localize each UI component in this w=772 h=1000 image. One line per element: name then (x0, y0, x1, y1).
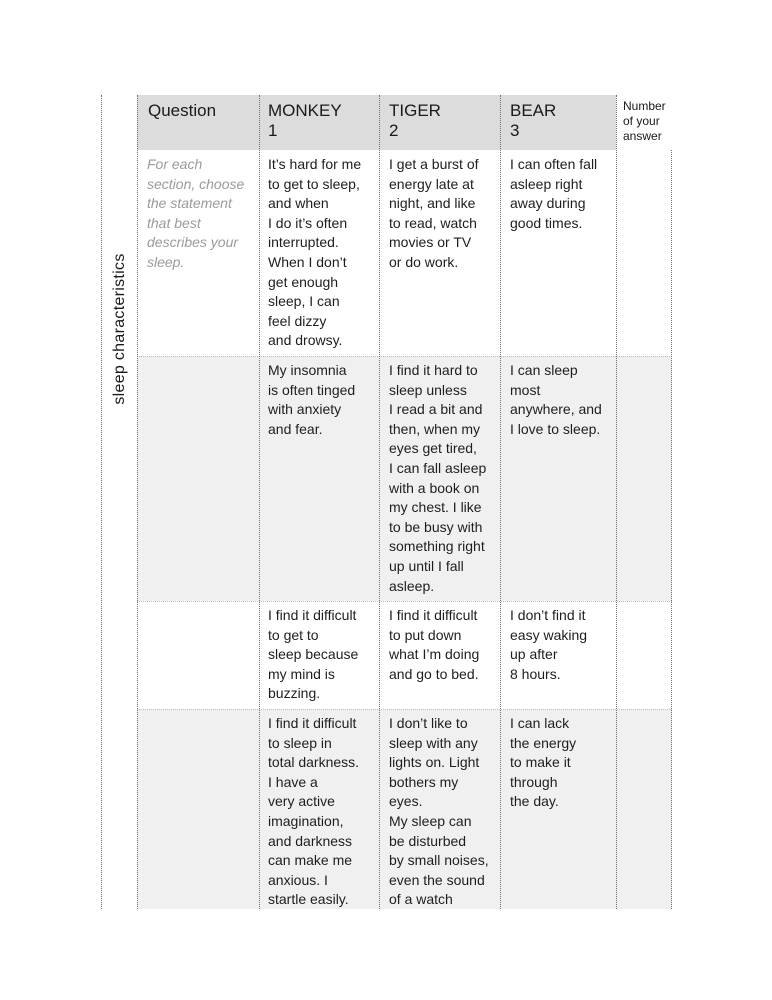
column-divider (671, 150, 672, 909)
answer-field[interactable] (623, 714, 667, 904)
tiger-statement: I get a burst of energy late at night, and like to read, watch movies or TV or do work. (389, 156, 479, 270)
tiger-statement: I don’t like to sleep with any lights on. Light bothers my eyes. My sleep can be disturbed by small noises, even the sound of a watch (389, 715, 489, 908)
bear-statement: I don’t find it easy waking up after 8 hours. (510, 607, 588, 682)
monkey-statement: I find it difficult to get to sleep because my mind is buzzing. (268, 607, 359, 702)
answer-field[interactable] (623, 606, 667, 704)
column-divider (259, 95, 260, 909)
header-number-of-answer: Number of your answer (623, 99, 666, 143)
column-divider (616, 95, 617, 909)
column-divider (500, 95, 501, 909)
bear-statement: I can lack the energy to make it through the day. (510, 715, 577, 810)
answer-field[interactable] (623, 361, 667, 596)
column-divider (137, 95, 138, 909)
monkey-statement: It’s hard for me to get to sleep, and when I do it’s often interrupted. When I don’t get enough sleep, I can feel dizzy and drowsy. (268, 156, 362, 349)
monkey-statement: My insomnia is often tinged with anxiety and fear. (268, 362, 356, 437)
tiger-statement: I find it difficult to put down what I’m doing and go to bed. (389, 607, 480, 682)
bear-statement: I can often fall asleep right away during good times. (510, 156, 598, 231)
monkey-statement: I find it difficult to sleep in total darkness. I have a very active imagination, and darkness can make me anxious. I startle easily. (268, 715, 360, 908)
header-monkey: MONKEY 1 (268, 101, 342, 140)
question-instruction: For each section, choose the statement that best describes your sleep. (147, 156, 245, 270)
row-divider (137, 709, 672, 710)
row-divider (137, 601, 672, 602)
sleep-questionnaire-table (101, 95, 672, 909)
header-tiger: TIGER 2 (389, 101, 441, 140)
bear-statement: I can sleep most anywhere, and I love to sleep. (510, 362, 602, 437)
column-divider (379, 95, 380, 909)
tiger-statement: I find it hard to sleep unless I read a bit and then, when my eyes get tired, I can fall asleep with a book on my chest. I like to be busy with something right up until I fall asleep. (389, 362, 487, 594)
header-question: Question (148, 101, 217, 120)
row-divider (137, 356, 672, 357)
column-divider (101, 95, 102, 909)
answer-field[interactable] (623, 155, 667, 350)
header-bear: BEAR 3 (510, 101, 557, 140)
sleep-characteristics-label: sleep characteristics (111, 253, 128, 405)
